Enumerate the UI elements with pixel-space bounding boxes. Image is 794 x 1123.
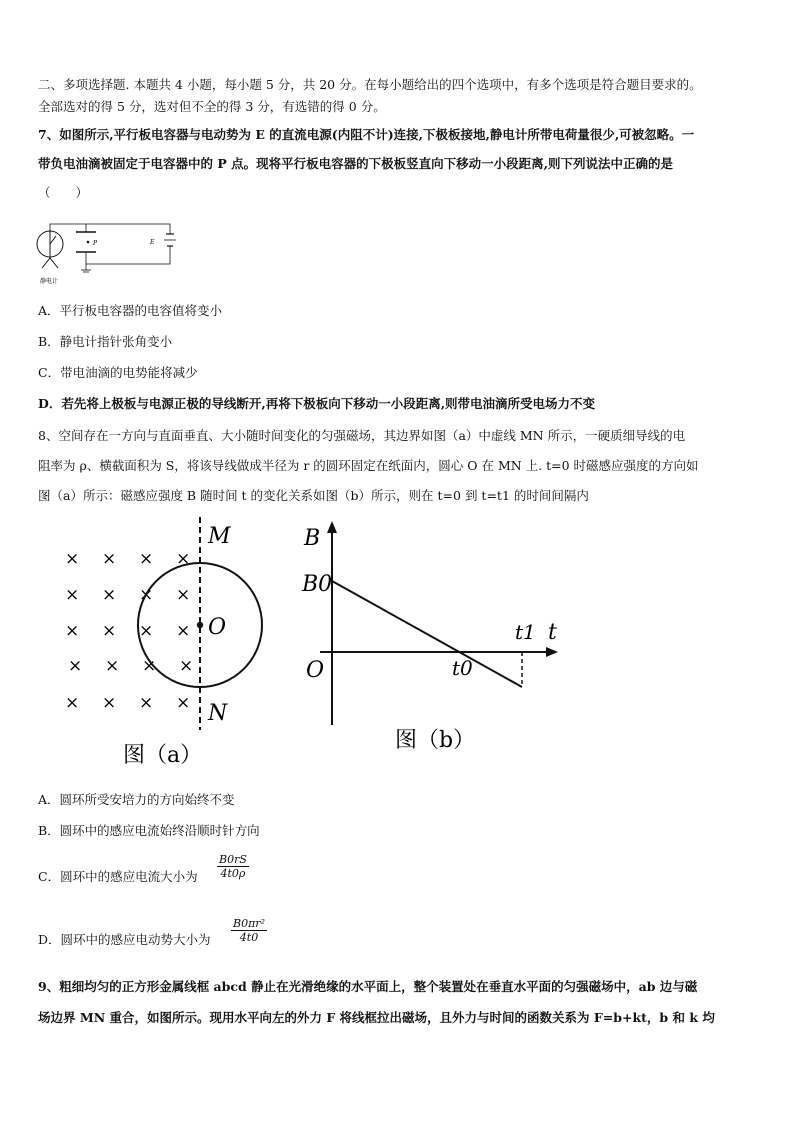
figure-a-caption: 图（a） [123,743,203,768]
svg-text:×: × [139,621,154,641]
electrometer-caption: 静电计 [40,278,59,285]
q8-option-d-formula [231,917,267,944]
q8-option-d: D．圆环中的感应电动势大小为 [38,932,211,947]
svg-text:×: × [142,656,157,676]
svg-text:×: × [105,656,120,676]
q8-stem-line2: 阻率为 ρ、横截面积为 S，将该导线做成半径为 r 的圆环固定在纸面内，圆心 O 在 MN 上. t=0 时磁感应强度的方向如 [38,458,699,473]
svg-text:×: × [65,621,80,641]
formula-d-numerator: B0πr² [233,917,265,930]
svg-text:×: × [176,585,191,605]
q8-option-c: C．圆环中的感应电流大小为 [38,869,198,884]
q7-answer-bracket: （ ） [38,185,89,200]
label-t0: t0 [452,656,473,680]
q8-figure-a [55,515,295,775]
label-N: N [208,701,228,726]
svg-text:×: × [65,585,80,605]
q8-option-a: A．圆环所受安培力的方向始终不变 [38,792,235,807]
q8-option-b: B．圆环中的感应电流始终沿顺时针方向 [38,823,260,838]
q7-option-d: D．若先将上极板与电源正极的导线断开,再将下极板向下移动一小段距离,则带电油滴所受电场力不变 [38,396,596,411]
origin-label: O [306,658,325,683]
svg-text:×: × [176,549,191,569]
q7-option-b: B．静电计指针张角变小 [38,334,173,349]
axis-label-B: B [304,526,321,551]
svg-text:×: × [102,585,117,605]
q7-stem-line2: 带负电油滴被固定于电容器中的 P 点。现将平行板电容器的下极板竖直向下移动一小段距离,则下列说法中正确的是 [38,156,673,171]
label-P: P [93,240,98,247]
b-vs-t-line [332,581,522,687]
q9-stem-line2: 场边界 MN 重合，如图所示。现用水平向左的外力 F 将线框拉出磁场，且外力与时间的函数关系为 F=b+kt，b 和 k 均 [38,1010,715,1025]
center-point [197,622,203,628]
label-E: E [150,239,155,246]
label-M: M [208,524,231,549]
svg-text:×: × [102,621,117,641]
formula-d-denominator: 4t0 [231,930,267,944]
q7-stem-line1: 7、如图所示,平行板电容器与电动势为 E 的直流电源(内阻不计)连接,下极板接地,静电计所带电荷量很少,可被忽略。一 [38,127,695,142]
section-heading-2: 全部选对的得 5 分，选对但不全的得 3 分，有选错的得 0 分。 [38,99,386,114]
q8-option-c-formula [217,853,249,880]
svg-text:×: × [139,585,154,605]
q7-circuit-figure [30,214,180,286]
label-O: O [208,615,227,640]
q7-option-c: C．带电油滴的电势能将减少 [38,365,198,380]
svg-text:×: × [102,549,117,569]
q7-option-a: A．平行板电容器的电容值将变小 [38,303,223,318]
axis-label-t: t [548,620,557,645]
q9-stem-line1: 9、粗细均匀的正方形金属线框 abcd 静止在光滑绝缘的水平面上，整个装置处在垂直水平面的匀强磁场中，ab 边与磁 [38,979,698,994]
figure-b-caption: 图（b） [395,728,476,753]
formula-c-numerator: B0rS [219,853,247,866]
section-heading: 二、多项选择题. 本题共 4 小题，每小题 5 分，共 20 分。在每小题给出的四个选项中，有多个选项是符合题目要求的。 [38,77,702,92]
svg-text:×: × [139,693,154,713]
label-t1: t1 [515,620,536,644]
svg-text:×: × [65,549,80,569]
q8-stem-line3: 图（a）所示：磁感应强度 B 随时间 t 的变化关系如图（b）所示，则在 t=0 到 t=t1 的时间间隔内 [38,488,589,503]
label-B0: B0 [302,572,333,597]
formula-c-denominator: 4t0ρ [217,866,249,880]
svg-text:×: × [179,656,194,676]
q8-figure-b [300,515,570,760]
magnetic-field-crosses [65,549,193,713]
svg-text:×: × [139,549,154,569]
svg-text:×: × [65,693,80,713]
q8-stem-line1: 8、空间存在一方向与直面垂直、大小随时间变化的匀强磁场，其边界如图（a）中虚线 MN 所示，一硬质细导线的电 [38,428,686,443]
svg-text:×: × [176,621,191,641]
svg-text:×: × [68,656,83,676]
svg-text:×: × [176,693,191,713]
svg-text:×: × [102,693,117,713]
